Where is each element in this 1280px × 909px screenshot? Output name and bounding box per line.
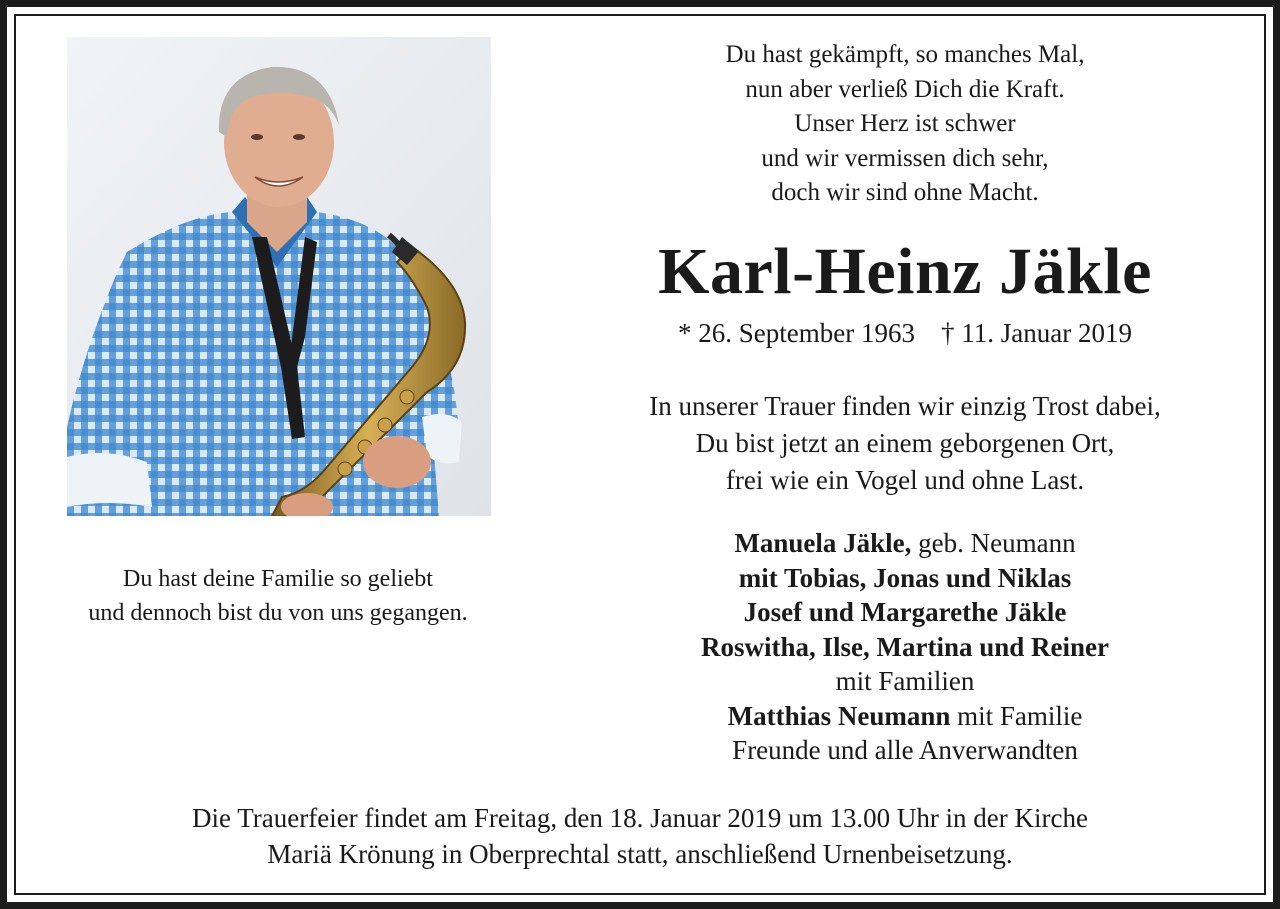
mourner-name: Josef und Margarethe Jäkle	[743, 597, 1067, 627]
death-date: † 11. Januar 2019	[941, 318, 1132, 348]
left-quote-line: und dennoch bist du von uns gegangen.	[88, 600, 468, 626]
life-dates	[565, 315, 1245, 351]
poem-line: Du hast gekämpft, so manches Mal,	[725, 41, 1085, 68]
mourner-line	[565, 630, 1245, 665]
comfort-line: Du bist jetzt an einem geborgenen Ort,	[695, 428, 1115, 458]
funeral-notice	[20, 800, 1260, 872]
mourner-line	[565, 699, 1245, 734]
mourner-note: mit Familie	[950, 700, 1083, 731]
portrait-with-saxophone-icon	[67, 37, 491, 516]
poem-line: doch wir sind ohne Macht.	[771, 179, 1039, 206]
comfort-line: frei wie ein Vogel und ohne Last.	[725, 465, 1085, 495]
poem-line: und wir vermissen dich sehr,	[761, 144, 1049, 172]
mourner-name: Matthias Neumann	[727, 700, 951, 731]
deceased-name: Karl-Heinz Jäkle	[658, 235, 1152, 308]
funeral-notice-line: Die Trauerfeier findet am Freitag, den 18. Januar 2019 um 13.00 Uhr in der Kirche	[191, 803, 1088, 833]
mourner-name: mit Tobias, Jonas und Niklas	[738, 562, 1072, 593]
birth-date: * 26. September 1963	[678, 318, 915, 348]
poem-line: nun aber verließ Dich die Kraft.	[745, 75, 1065, 103]
mourner-line	[565, 561, 1245, 596]
mourner-line: mit Familien	[835, 666, 975, 696]
mourner-name: Roswitha, Ilse, Martina und Reiner	[700, 631, 1109, 662]
left-quote	[20, 562, 536, 630]
funeral-notice-line: Mariä Krönung in Oberprechtal statt, anschließend Urnenbeisetzung.	[267, 839, 1013, 869]
comfort-verse	[565, 388, 1245, 499]
mourner-note: geb. Neumann	[911, 528, 1076, 558]
left-quote-line: Du hast deine Familie so geliebt	[123, 566, 433, 592]
mourner-line: Freunde und alle Anverwandten	[732, 735, 1078, 765]
mourner-line	[565, 526, 1245, 561]
comfort-line: In unserer Trauer finden wir einzig Trost dabei,	[649, 391, 1161, 421]
portrait-photo	[67, 37, 491, 516]
mourner-name: Manuela Jäkle,	[734, 528, 912, 558]
mourners-list	[565, 526, 1245, 768]
poem	[565, 38, 1245, 211]
poem-line: Unser Herz ist schwer	[794, 110, 1016, 137]
mourner-line	[565, 595, 1245, 630]
